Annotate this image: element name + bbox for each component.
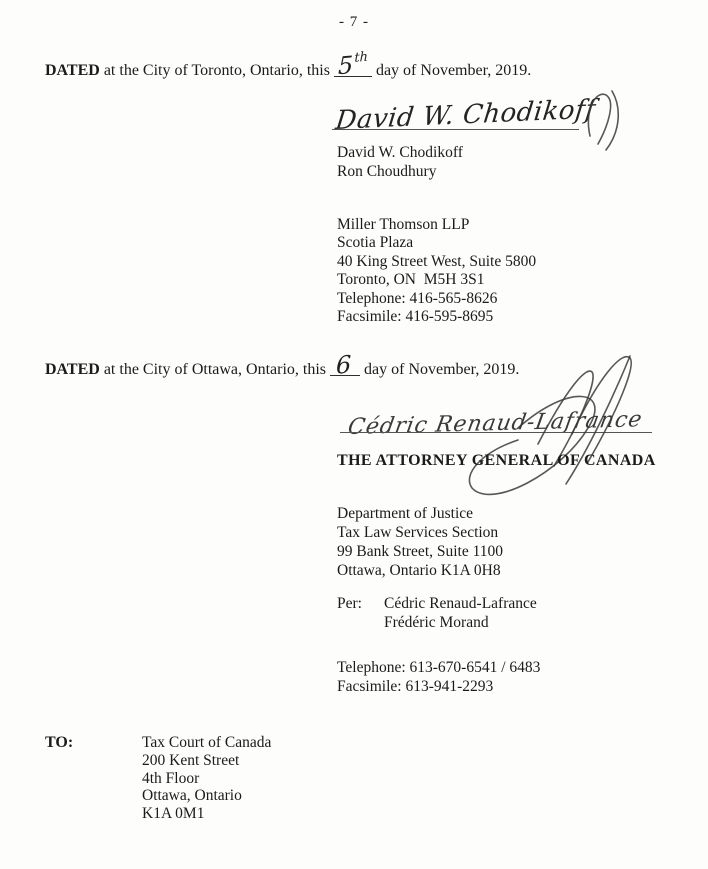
signature-line-renaud-lafrance xyxy=(340,432,652,433)
dated-ottawa-text-before: at the City of Ottawa, Ontario, this xyxy=(99,361,331,378)
per-block xyxy=(337,595,537,632)
address-line: Toronto, ON M5H 3S1 xyxy=(337,271,485,289)
contacts-block xyxy=(337,659,540,696)
dated-toronto-prefix: DATED xyxy=(45,62,100,79)
counsel-name: David W. Chodikoff xyxy=(337,144,463,161)
attorney-general-heading: THE ATTORNEY GENERAL OF CANADA xyxy=(337,452,656,469)
address-line: 40 King Street West, Suite 5800 xyxy=(337,252,537,270)
to-label: TO: xyxy=(45,734,74,751)
handwritten-day-ottawa: 6 xyxy=(335,350,352,380)
address-line: Ottawa, Ontario xyxy=(142,787,242,805)
address-line: Department of Justice xyxy=(337,505,474,522)
department-address-block xyxy=(337,504,503,580)
per-name: Frédéric Morand xyxy=(384,613,489,631)
per-label: Per: xyxy=(337,595,362,612)
address-line: Scotia Plaza xyxy=(337,234,414,252)
firm-address-block xyxy=(337,216,536,326)
address-line: Telephone: 416-565-8626 xyxy=(337,289,498,307)
address-line: Facsimile: 416-595-8695 xyxy=(337,308,494,326)
signature-renaud-lafrance xyxy=(340,382,652,440)
address-line: Miller Thomson LLP xyxy=(337,216,470,233)
to-address-block xyxy=(142,734,271,823)
signature-chodikoff-script: David W. Chodikoff xyxy=(334,94,598,136)
handwritten-day-toronto xyxy=(338,50,367,81)
handwritten-day-toronto-suffix: th xyxy=(354,49,369,66)
per-name: Cédric Renaud-Lafrance xyxy=(384,595,537,612)
address-line: Ottawa, Ontario K1A 0H8 xyxy=(337,562,501,579)
signature-chodikoff xyxy=(332,90,598,136)
contact-line: Telephone: 613-670-6541 / 6483 xyxy=(337,659,541,676)
signature-renaud-lafrance-script: Cédric Renaud-Lafrance xyxy=(346,407,645,440)
signature-line-chodikoff xyxy=(332,129,579,130)
address-line: Tax Court of Canada xyxy=(142,734,272,751)
dated-ottawa-prefix: DATED xyxy=(45,361,100,378)
dated-toronto-line xyxy=(45,49,685,81)
counsel-name: Ron Choudhury xyxy=(337,162,437,180)
dated-ottawa-line xyxy=(45,350,685,380)
address-line: 99 Bank Street, Suite 1100 xyxy=(337,543,504,560)
counsel-names xyxy=(337,144,463,181)
address-line: 4th Floor xyxy=(142,769,200,787)
per-names xyxy=(384,595,537,632)
dated-ottawa-day-blank xyxy=(330,350,360,380)
handwritten-day-toronto-number: 5 xyxy=(337,50,354,81)
page-number: - 7 - xyxy=(339,14,369,30)
contact-line: Facsimile: 613-941-2293 xyxy=(337,677,494,695)
dated-ottawa-text-after: day of November, 2019. xyxy=(360,361,520,378)
dated-toronto-text-before: at the City of Toronto, Ontario, this xyxy=(99,62,334,79)
address-line: 200 Kent Street xyxy=(142,751,240,769)
dated-toronto-day-blank xyxy=(334,49,372,81)
dated-toronto-text-after: day of November, 2019. xyxy=(371,62,532,79)
address-line: K1A 0M1 xyxy=(142,805,205,823)
address-line: Tax Law Services Section xyxy=(337,524,499,541)
